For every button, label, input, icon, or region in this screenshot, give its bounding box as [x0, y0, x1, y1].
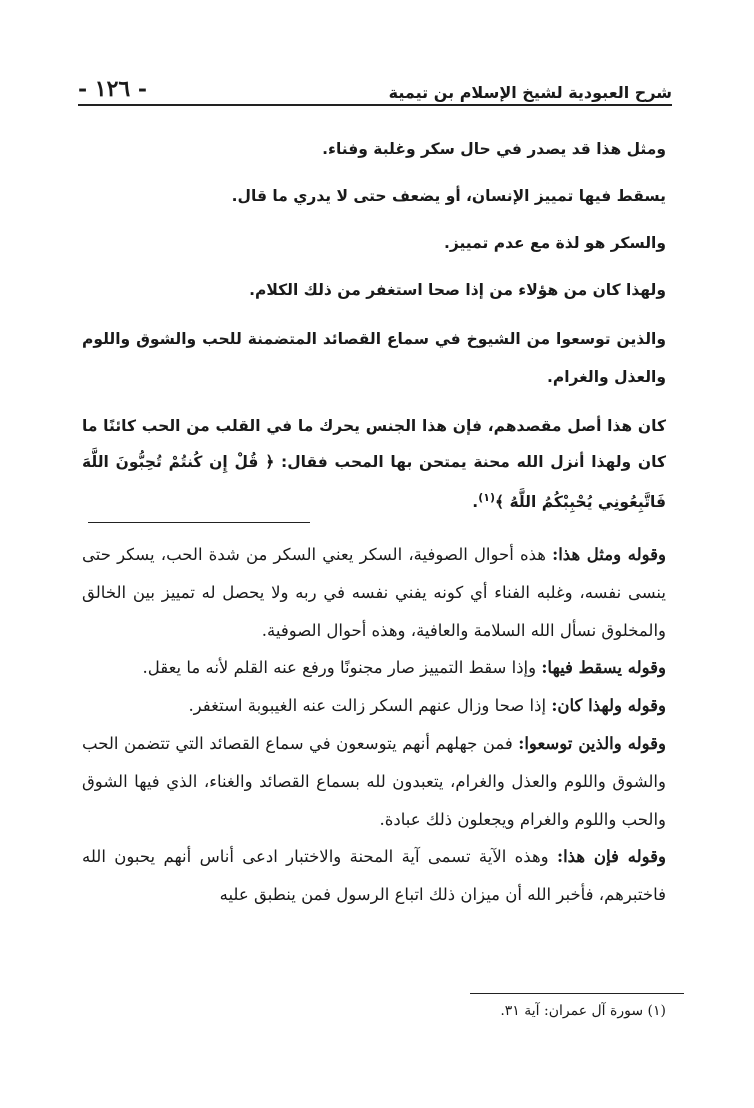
- commentary-lead: وقوله فإن هذا:: [556, 847, 666, 867]
- commentary-lead: وقوله والذين توسعوا:: [518, 733, 666, 753]
- commentary-paragraph: [82, 649, 666, 687]
- end-mark: .: [472, 493, 479, 512]
- commentary-paragraph: [82, 838, 666, 914]
- commentary-lead: وقوله ومثل هذا:: [552, 545, 666, 564]
- commentary-text: وإذا سقط التمييز صار مجنونًا ورفع عنه القلم لأنه ما يعقل.: [142, 658, 542, 678]
- page-header: [78, 62, 672, 102]
- commentary-paragraph: [82, 725, 666, 838]
- commentary-paragraph: [82, 536, 666, 649]
- main-paragraph: يسقط فيها تمييز الإنسان، أو يضعف حتى لا يدري ما قال.: [231, 187, 666, 205]
- footnote: (١) سورة آل عمران: آية ٣١.: [500, 1003, 666, 1019]
- page-number: - ١٢٦ -: [78, 76, 148, 102]
- commentary: [82, 536, 666, 914]
- main-paragraph: ومثل هذا قد يصدر في حال سكر وغلبة وفناء.: [322, 140, 666, 158]
- book-title: شرح العبودية لشيخ الإسلام بن تيمية: [388, 83, 672, 102]
- quran-verse: ﴿ قُلْ إِن كُنتُمْ تُحِبُّونَ اللَّهَ فَاتَّبِعُونِي يُحْبِبْكُمُ اللَّهُ ﴾: [82, 453, 666, 512]
- footnote-ref: (١): [478, 491, 495, 504]
- main-text: [82, 126, 666, 520]
- section-divider: [88, 522, 310, 523]
- commentary-lead: وقوله ولهذا كان:: [551, 696, 666, 716]
- commentary-text: إذا صحا وزال عنهم السكر زالت عنه الغيبوبة استغفر.: [188, 696, 552, 716]
- main-paragraph: والسكر هو لذة مع عدم تمييز.: [443, 234, 666, 252]
- main-paragraph-verse: [82, 408, 666, 520]
- main-paragraph-text: كان هذا أصل مقصدهم، فإن هذا الجنس يحرك ما في القلب من الحب كائنًا ما كان ولهذا أنزل الله محنة يمتحن بها المحب فقال:: [82, 417, 666, 471]
- main-paragraph: ولهذا كان من هؤلاء من إذا صحا استغفر من ذلك الكلام.: [249, 281, 666, 299]
- commentary-lead: وقوله يسقط فيها:: [541, 658, 666, 678]
- commentary-text: هذه أحوال الصوفية، السكر يعني السكر من شدة الحب، يسكر حتى ينسى نفسه، وغلبه الفناء أي كونه يفني نفسه في ربه ولا يحصل له تمييز بين الخالق والمخلوق نسأل الله السلامة والعافية، وهذه أحوال الصوفية.: [82, 545, 666, 640]
- commentary-text: وهذه الآية تسمى آية المحنة والاختبار ادعى أناس أنهم يحبون الله فاختبرهم، فأخبر الله أن ميزان ذلك اتباع الرسول فمن ينطبق عليه: [82, 847, 666, 905]
- commentary-text: فمن جهلهم أنهم يتوسعون في سماع القصائد التي تتضمن الحب والشوق واللوم والعذل والغرام، يتعبدون لله بسماع القصائد والغناء، الذي فيها الشوق والحب واللوم والغرام ويجعلون ذلك عبادة.: [82, 733, 666, 829]
- header-rule: [78, 104, 672, 106]
- main-paragraph: والذين توسعوا من الشيوخ في سماع القصائد المتضمنة للحب والشوق واللوم والعذل والغرام.: [82, 330, 666, 386]
- commentary-paragraph: [82, 687, 666, 725]
- footnote-rule: [470, 993, 684, 994]
